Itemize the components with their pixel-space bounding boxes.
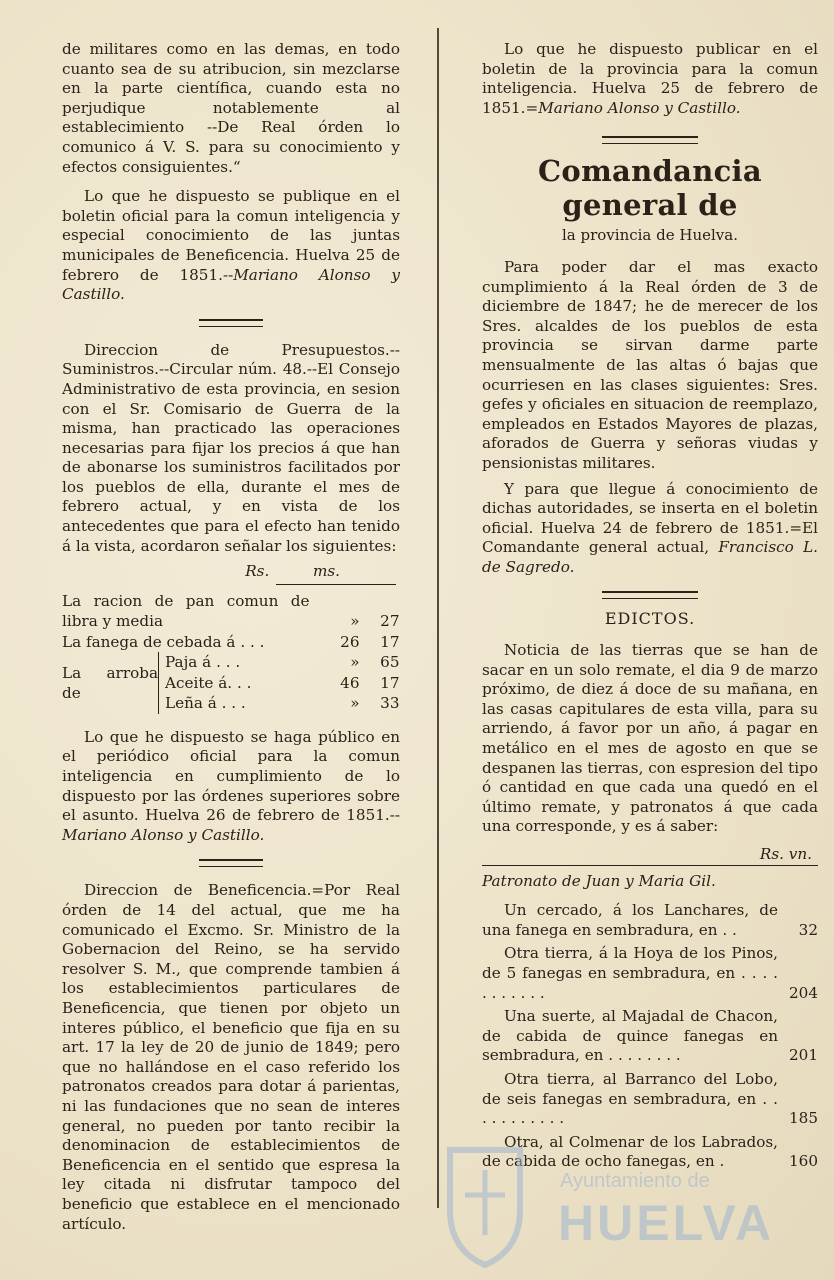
right-paragraph-2: Para poder dar el mas exacto cumplimiento á la Real órden de 3 de diciembre de 1847; he de merecer de los Sres. alcaldes de los pueblos de esta provincia se sirvan darme parte mensualmente de las altas ó bajas que ocurriesen en las clases siguientes: Sres. gefes y oficiales en situacion de reemplazo, empleados en Estados Mayores de plazas, aforados de Guerra y señoras viudas y pensionistas militares. [482,257,818,472]
section-separator-right [602,136,698,144]
price-label-aceite-text: Aceite á. [165,673,233,692]
left-paragraph-4-text: Lo que he dispuesto se haga público en el periódico oficial para la comun inteligencia en cumplimiento de lo dispuesto por las órdenes superiores sobre el asunto. Huelva 26 de febrero de 1851.-- [62,727,400,825]
price-table [62,591,400,714]
price-currency-header [62,562,400,582]
price-label-aceite: Aceite á. . . [159,673,310,694]
price-row-paja [62,652,400,673]
right-paragraph-3-signature: Francisco L. de Sagredo. [482,538,818,576]
land-item [482,901,818,940]
left-paragraph-2-text: Lo que he dispuesto se publique en el boletin oficial para la comun inteligencia y especial conocimiento de las juntas municipales de Beneficencia. Huelva 25 de febrero de 1851.-- [62,187,400,284]
land-item-value: 201 [789,1046,818,1065]
land-item-description: Una suerte, al Majadal de Chacon, de cabida de quince fanegas en sembradura, en . . . . . . . . [482,1007,778,1065]
edictos-heading: EDICTOS. [604,609,696,629]
price-ms-lena: 33 [380,694,400,713]
land-item-description: Otra tierra, al Barranco del Lobo, de seis fanegas en sembradura, en . . . . . . . . . . . [482,1069,778,1128]
patronato-title: Patronato de Juan y Maria Gil. [482,871,716,890]
price-rs-aceite: 46 [340,673,360,692]
left-paragraph-3: Direccion de Presupuestos.--Suministros.--Circular núm. 48.--El Consejo Administrativo de esta provincia, en sesion con el Sr. Comisario de Guerra de la misma, han practicado las operaciones necesarias para fijar los precios á que han de abonarse los suministros facilitados por los pueblos de ella, durante el mes de febrero actual, y en vista de los antecedentes que para el efecto han tenido á la vista, acordaron señalar los siguientes: [62,340,400,555]
land-item-value: 185 [789,1109,818,1128]
left-paragraph-1: de militares como en las demas, en todo cuanto sea de su atribucion, sin mezclarse en la parte científica, cuando esta no perjudique notablemente al establecimiento --De Real órden lo comunico á V. S. para su conocimiento y efectos consiguientes.“ [62,40,400,176]
price-row-cebada [62,632,400,653]
price-label-lena-text: Leña á [165,694,217,713]
column-divider [437,28,439,1208]
price-label-cebada-text: La fanega de cebada á [62,632,236,651]
right-paragraph-4: Noticia de las tierras que se han de sacar en un solo remate, el dia 9 de marzo próximo, de diez á doce de su mañana, en las casas capitulares de esta villa, para su arriendo, á favor por un año, á pagar en metálico en el mes de agosto en que se despanen las tierras, con espresion del tipo ó cantidad en que cada una quedó en el último remate, y patronatos á que cada una corresponde, y es á saber: [482,641,818,836]
price-row-pan [62,591,400,632]
price-label-lena: Leña á . . . [159,693,310,714]
right-paragraph-3-text: Y para que llegue á conocimiento de dichas autoridades, se inserta en el boletin oficial. Huelva 24 de febrero de 1851.=El Comandante general actual, [482,479,818,557]
section-separator-2 [199,859,263,867]
price-label-paja: Paja á . . . [159,652,310,673]
section-heading: Comandancia general de [538,154,762,223]
price-ms-aceite: 17 [380,673,400,692]
left-paragraph-4 [62,728,400,846]
rs-vn-header: Rs. vn. [482,845,818,866]
section-separator [199,319,263,327]
section-subheading: la provincia de Huelva. [561,226,738,245]
land-item-value: 204 [789,983,818,1002]
left-paragraph-2 [62,187,400,305]
price-rs-paja: » [350,653,360,672]
price-label-arroba: La arroba de [62,663,158,703]
right-paragraph-3 [482,480,818,578]
section-separator-right-2 [602,591,698,599]
price-label-cebada: La fanega de cebada á . . . [62,632,265,651]
right-paragraph-1-signature: Mariano Alonso y Castillo. [538,98,741,117]
price-ms-paja: 65 [380,653,400,672]
watermark [440,1130,800,1270]
watermark-line-1: Ayuntamiento de [560,1170,710,1192]
left-paragraph-4-signature: Mariano Alonso y Castillo. [62,825,265,844]
currency-ms: ms. [312,562,340,581]
land-item-description: Otra, al Colmenar de los Labrados, de cabida de ocho fanegas, en . [482,1132,778,1171]
land-item-description: Un cercado, á los Lanchares, de una fanega en sembradura, en . . [482,901,778,939]
land-item [482,944,818,1003]
currency-rs: Rs. [245,562,270,581]
price-ms-pan: 27 [380,612,400,631]
coat-of-arms-icon [440,1140,530,1270]
price-rs-pan: » [350,612,360,631]
land-item-value: 32 [798,920,818,939]
right-column [482,40,818,1176]
price-label-paja-text: Paja á [165,653,212,672]
right-paragraph-1 [482,40,818,118]
left-paragraph-2-signature: Mariano Alonso y Castillo. [62,265,400,304]
left-paragraph-5: Direccion de Beneficencia.=Por Real órden de 14 del actual, que me ha comunicado el Excmo. Sr. Ministro de la Gobernacion del Reino, se ha servido resolver S. M., que comprende tambien á los establecimientos particulares de Beneficencia, que tienen por objeto un interes público, el beneficio que fija en su art. 17 la ley de 20 de junio de 1849; pero que no hallándose en el caso referido los patronatos creados para dotar á parientas, ni las fundaciones que no sean de interes general, no pueden por tanto recibir la denominacion de establecimientos de Beneficencia en el sentido que espresa la ley citada ni disfrutar tampoco del beneficio que establece en el mencionado artículo. [62,881,400,1233]
price-label-pan: La racion de pan comun de libra y media [62,591,310,631]
right-paragraph-1-text: Lo que he dispuesto publicar en el boletin de la provincia para la comun inteligencia. Huelva 25 de febrero de 1851.= [482,40,818,117]
price-rs-cebada: 26 [340,632,360,651]
land-item-value: 160 [789,1152,818,1171]
watermark-line-2: HUELVA [558,1195,775,1251]
price-ms-cebada: 17 [380,632,400,651]
land-item-description: Otra tierra, á la Hoya de los Pinos, de 5 fanegas en sembradura, en . . . . . . . . . . . [482,944,778,1002]
price-rs-lena: » [350,694,360,713]
land-item [482,1007,818,1066]
left-column [62,40,400,1234]
land-item [482,1070,818,1129]
